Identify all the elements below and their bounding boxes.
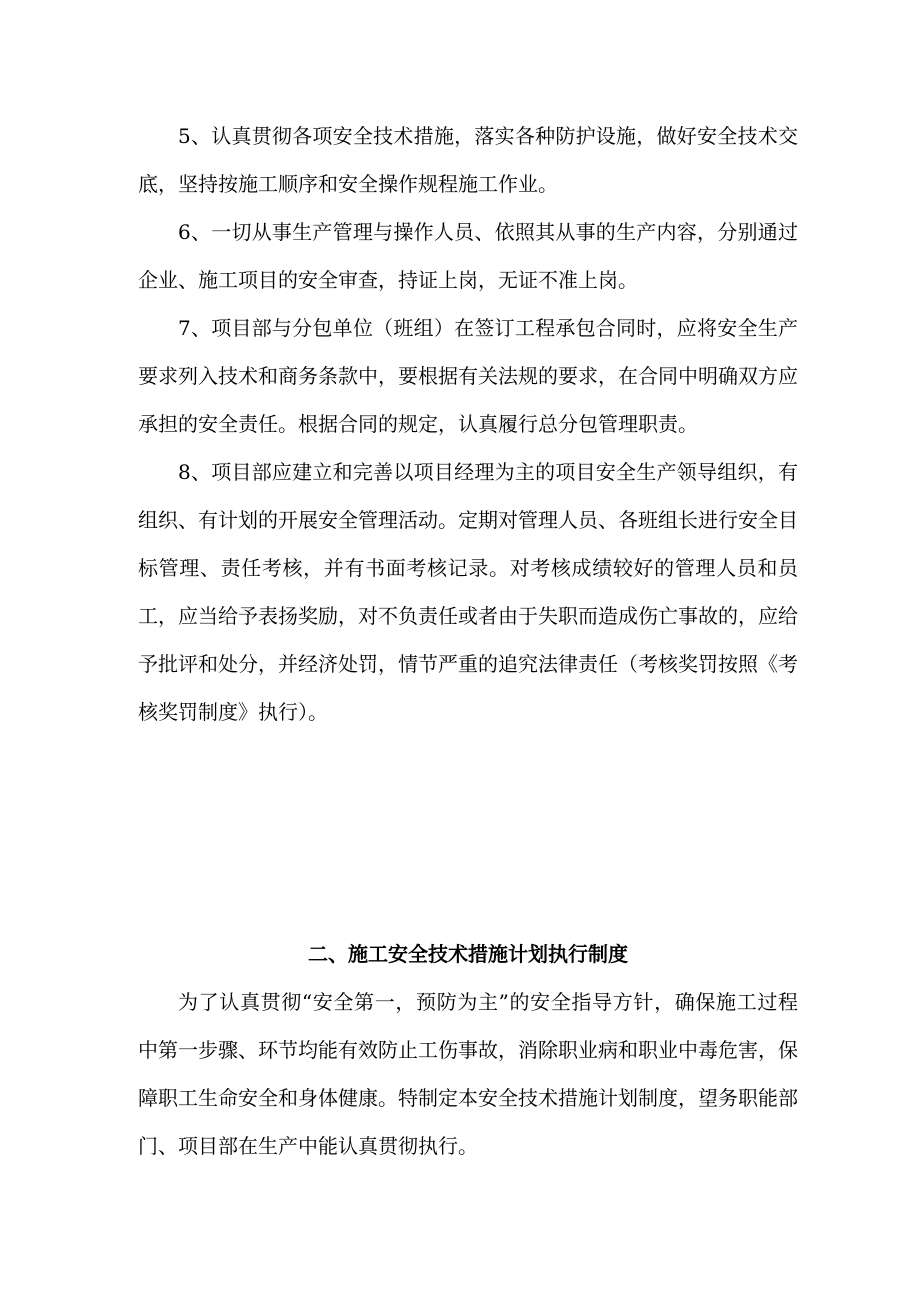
section-2-heading: 二、施工安全技术措施计划执行制度	[308, 942, 628, 966]
paragraph-item-5: 5、认真贯彻各项安全技术措施，落实各种防护设施，做好安全技术交底，坚持按施工顺序和安全操作规程施工作业。	[138, 124, 798, 196]
paragraph-item-6: 6、一切从事生产管理与操作人员、依照其从事的生产内容，分别通过企业、施工项目的安全审查，持证上岗，无证不准上岗。	[138, 220, 798, 292]
paragraph-item-8: 8、项目部应建立和完善以项目经理为主的项目安全生产领导组织，有组织、有计划的开展安全管理活动。定期对管理人员、各班组长进行安全目标管理、责任考核，并有书面考核记录。对考核成绩较好的管理人员和员工，应当给予表扬奖励，对不负责任或者由于失职而造成伤亡事故的，应给予批评和处分，并经济处罚，情节严重的追究法律责任（考核奖罚按照《考核奖罚制度》执行）。	[138, 460, 798, 724]
paragraph-item-7: 7、项目部与分包单位（班组）在签订工程承包合同时，应将安全生产要求列入技术和商务条款中，要根据有关法规的要求，在合同中明确双方应承担的安全责任。根据合同的规定，认真履行总分包管理职责。	[138, 316, 798, 436]
section-2-intro-paragraph: 为了认真贯彻“安全第一，预防为主”的安全指导方针，确保施工过程中第一步骤、环节均能有效防止工伤事故，消除职业病和职业中毒危害，保障职工生命安全和身体健康。特制定本安全技术措施计划制度，望务职能部门、项目部在生产中能认真贯彻执行。	[138, 990, 798, 1158]
